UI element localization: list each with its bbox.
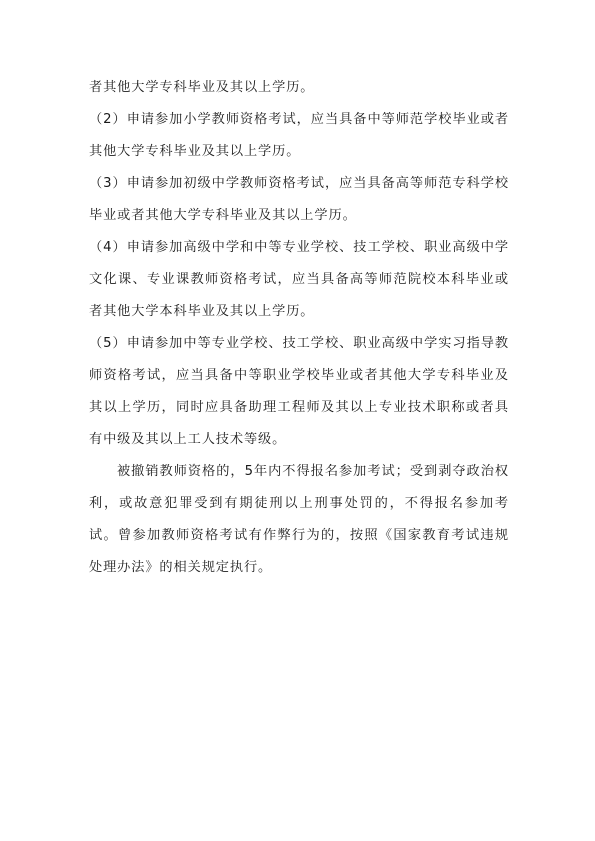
- document-body: [89, 72, 509, 584]
- paragraph-primary-school-requirement: （2）申请参加小学教师资格考试，应当具备中等师范学校毕业或者其他大学专科毕业及其以上学历。: [89, 112, 509, 159]
- paragraph-senior-high-school-requirement: （4）申请参加高级中学和中等专业学校、技工学校、职业高级中学文化课、专业课教师资格考试，应当具备高等师范院校本科毕业或者其他大学本科毕业及其以上学历。: [89, 240, 509, 319]
- paragraph-disqualification-rules: 被撤销教师资格的，5年内不得报名参加考试；受到剥夺政治权利，或故意犯罪受到有期徒刑以上刑事处罚的，不得报名参加考试。曾参加教师资格考试有作弊行为的，按照《国家教育考试违规处理办法》的相关规定执行。: [89, 464, 509, 575]
- paragraph-vocational-instructor-requirement: （5）申请参加中等专业学校、技工学校、职业高级中学实习指导教师资格考试，应当具备中等职业学校毕业或者其他大学专科毕业及其以上学历，同时应具备助理工程师及其以上专业技术职称或者具有中级及其以上工人技术等级。: [89, 336, 509, 447]
- paragraph-degree-continuation: 者其他大学专科毕业及其以上学历。: [89, 80, 315, 95]
- paragraph-junior-middle-school-requirement: （3）申请参加初级中学教师资格考试，应当具备高等师范专科学校毕业或者其他大学专科毕业及其以上学历。: [89, 176, 509, 223]
